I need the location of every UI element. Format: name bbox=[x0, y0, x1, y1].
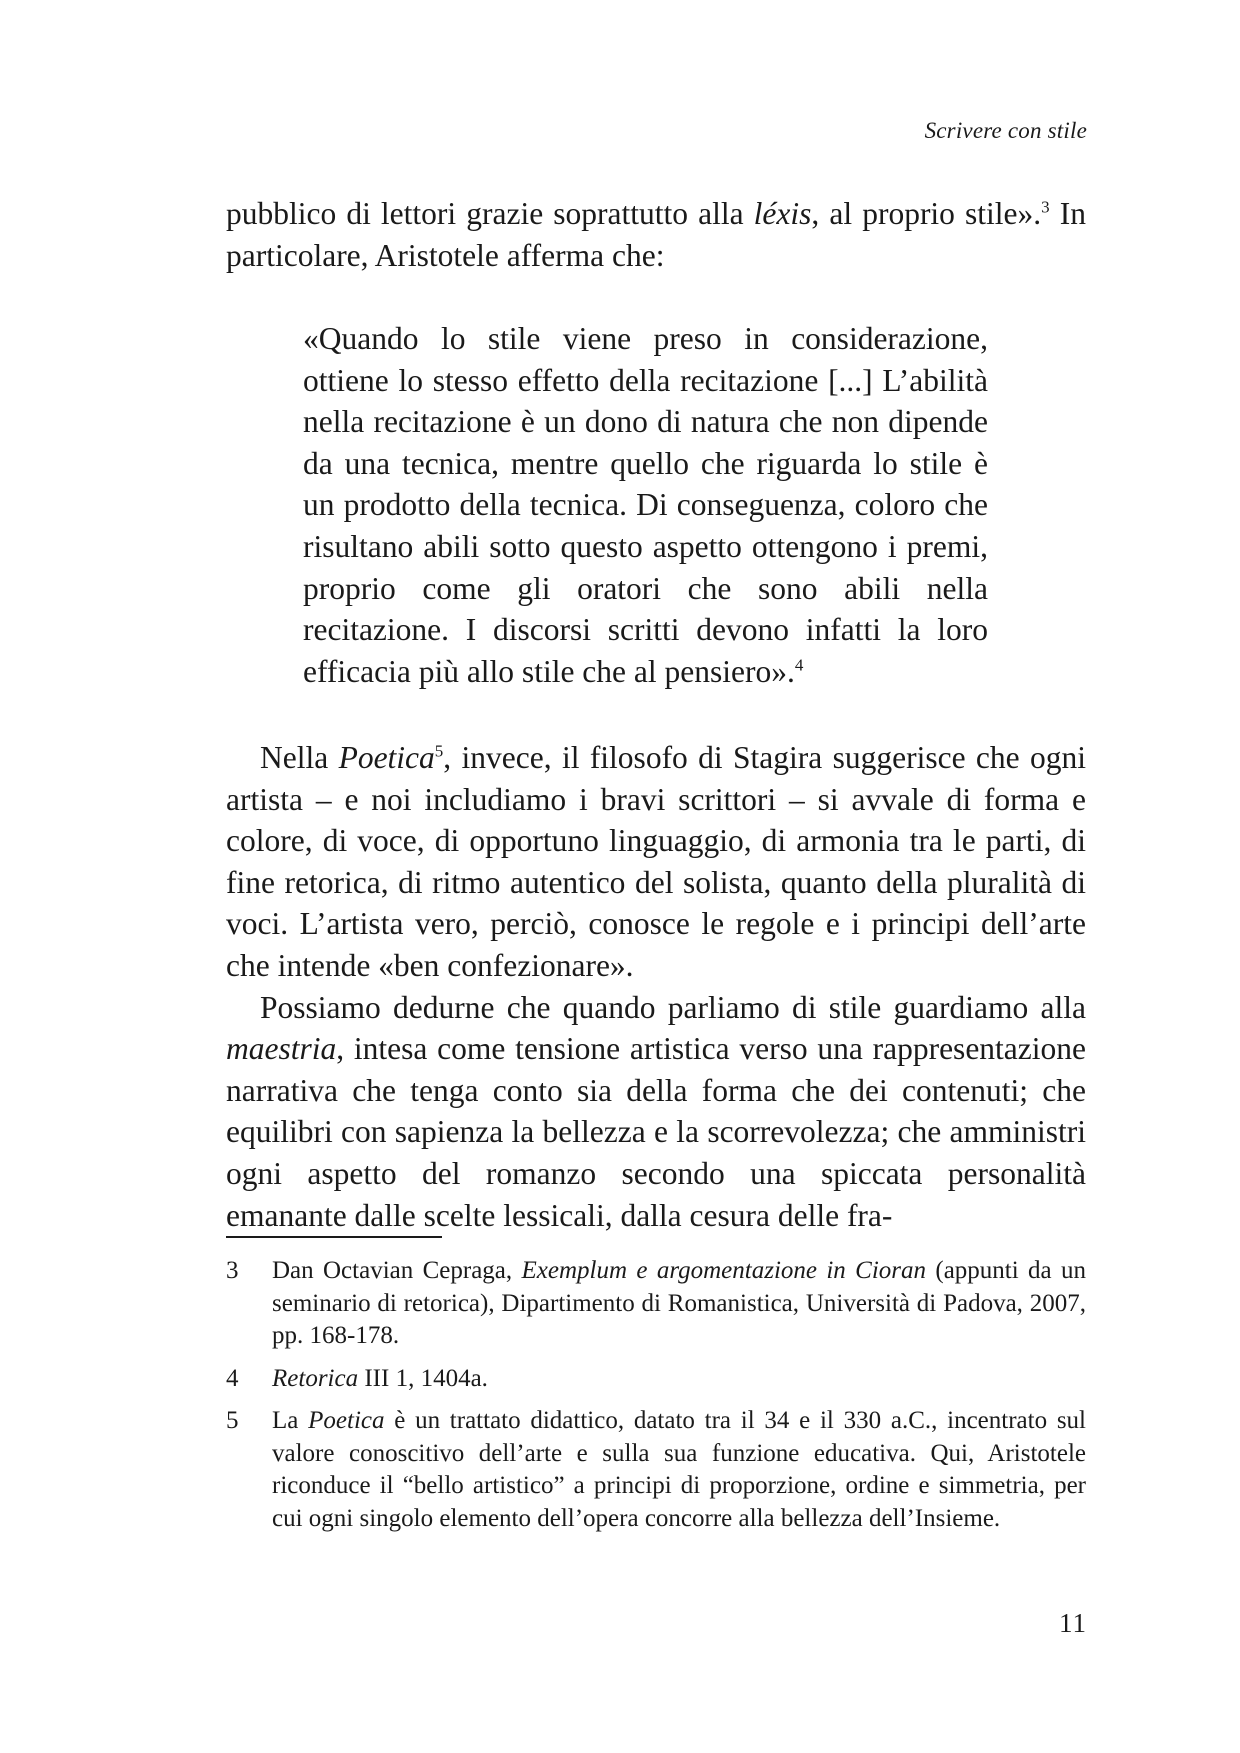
lead-text-2: , al proprio stile». bbox=[811, 196, 1042, 231]
paragraph-poetica bbox=[226, 737, 1086, 987]
footnote-number: 4 bbox=[226, 1364, 239, 1392]
footnote-text-1: La bbox=[272, 1407, 309, 1434]
footnote-text-2: (appunti da un seminario di retorica), Dipartimento di Romanistica, Università di Padova, 2007, pp. 168-178. bbox=[272, 1257, 1086, 1349]
footnote-3 bbox=[226, 1255, 1086, 1353]
footnote-ref-3: 3 bbox=[1041, 197, 1050, 217]
lead-text-1: pubblico di lettori grazie soprattutto alla bbox=[226, 196, 754, 231]
lead-italic-lexis: léxis bbox=[753, 196, 812, 231]
footnote-ref-5: 5 bbox=[434, 741, 444, 761]
paragraph-2-text-2: , intesa come tensione artistica verso una rappresentazione narrativa che tenga conto sia della forma che dei contenuti; che equilibri con sapienza la bellezza e la scorrevolezza; che amministri ogni aspetto del romanzo secondo una spiccata personalità emanante dalle scelte lessicali, dalla cesura delle fra- bbox=[226, 1031, 1086, 1233]
footnote-italic: Retorica bbox=[272, 1364, 359, 1392]
lead-text-3: In particolare, Aristotele afferma che: bbox=[226, 196, 1086, 273]
paragraph-1-text-2: , invece, il filosofo di Stagira suggerisce che ogni artista – e noi includiamo i bravi scrittori – si avvale di forma e colore, di voce, di opportuno linguaggio, di armonia tra le parti, di fine retorica, di ritmo autentico del solista, quanto della pluralità di voci. L’artista vero, perciò, conosce le regole e i principi dell’arte che intende «ben confezionare». bbox=[226, 740, 1086, 983]
running-header: Scrivere con stile bbox=[924, 118, 1087, 143]
paragraph-1-text-1: Nella bbox=[260, 740, 339, 775]
paragraph-2-italic-maestria: maestria bbox=[226, 1031, 337, 1067]
footnote-italic: Poetica bbox=[308, 1407, 385, 1434]
quote-text: «Quando lo stile viene preso in considerazione, ottiene lo stesso effetto della recitazione [...] L’abilità nella recitazione è un dono di natura che non dipende da una tecnica, mentre quello che riguarda lo stile è un prodotto della tecnica. Di conseguenza, coloro che risultano abili sotto questo aspetto ottengono i premi, proprio come gli oratori che sono abili nella recitazione. I discorsi scritti devono infatti la loro efficacia più allo stile che al pensiero». bbox=[303, 321, 988, 689]
footnote-ref-4: 4 bbox=[794, 655, 804, 675]
footnote-italic: Exemplum e argomentazione in Cioran bbox=[521, 1257, 927, 1284]
footnote-4 bbox=[226, 1363, 1086, 1396]
footnote-divider bbox=[226, 1236, 442, 1238]
page-number: 11 bbox=[1059, 1608, 1087, 1638]
footnote-text bbox=[272, 1363, 1086, 1396]
footnote-text-2: è un trattato didattico, datato tra il 34 e il 330 a.C., incentrato sul valore conoscitivo dell’arte e sulla sua funzione educativa. Qui, Aristotele riconduce il “bello artistico” a principi di proporzione, ordine e simmetria, per cui ogni singolo elemento dell’opera concorre alla bellezza dell’Insieme. bbox=[272, 1407, 1086, 1532]
footnote-text-2: III 1, 1404a. bbox=[358, 1364, 488, 1392]
footnote-number: 5 bbox=[226, 1407, 239, 1434]
paragraph-2-text-1: Possiamo dedurne che quando parliamo di stile guardiamo alla bbox=[260, 989, 1086, 1025]
footnote-number: 3 bbox=[226, 1257, 239, 1284]
footnote-text-1: Dan Octavian Cepraga, bbox=[272, 1257, 522, 1284]
paragraph-maestria bbox=[226, 987, 1086, 1237]
paragraph-1-italic-poetica: Poetica bbox=[338, 740, 435, 775]
footnote-text bbox=[272, 1255, 1086, 1353]
footnote-5 bbox=[226, 1405, 1086, 1535]
footnotes bbox=[226, 1255, 1086, 1545]
footnote-text bbox=[272, 1405, 1086, 1535]
lead-text bbox=[226, 193, 1086, 276]
lead-paragraph bbox=[226, 193, 1086, 276]
block-quote bbox=[303, 318, 988, 692]
body-text bbox=[226, 737, 1086, 1236]
